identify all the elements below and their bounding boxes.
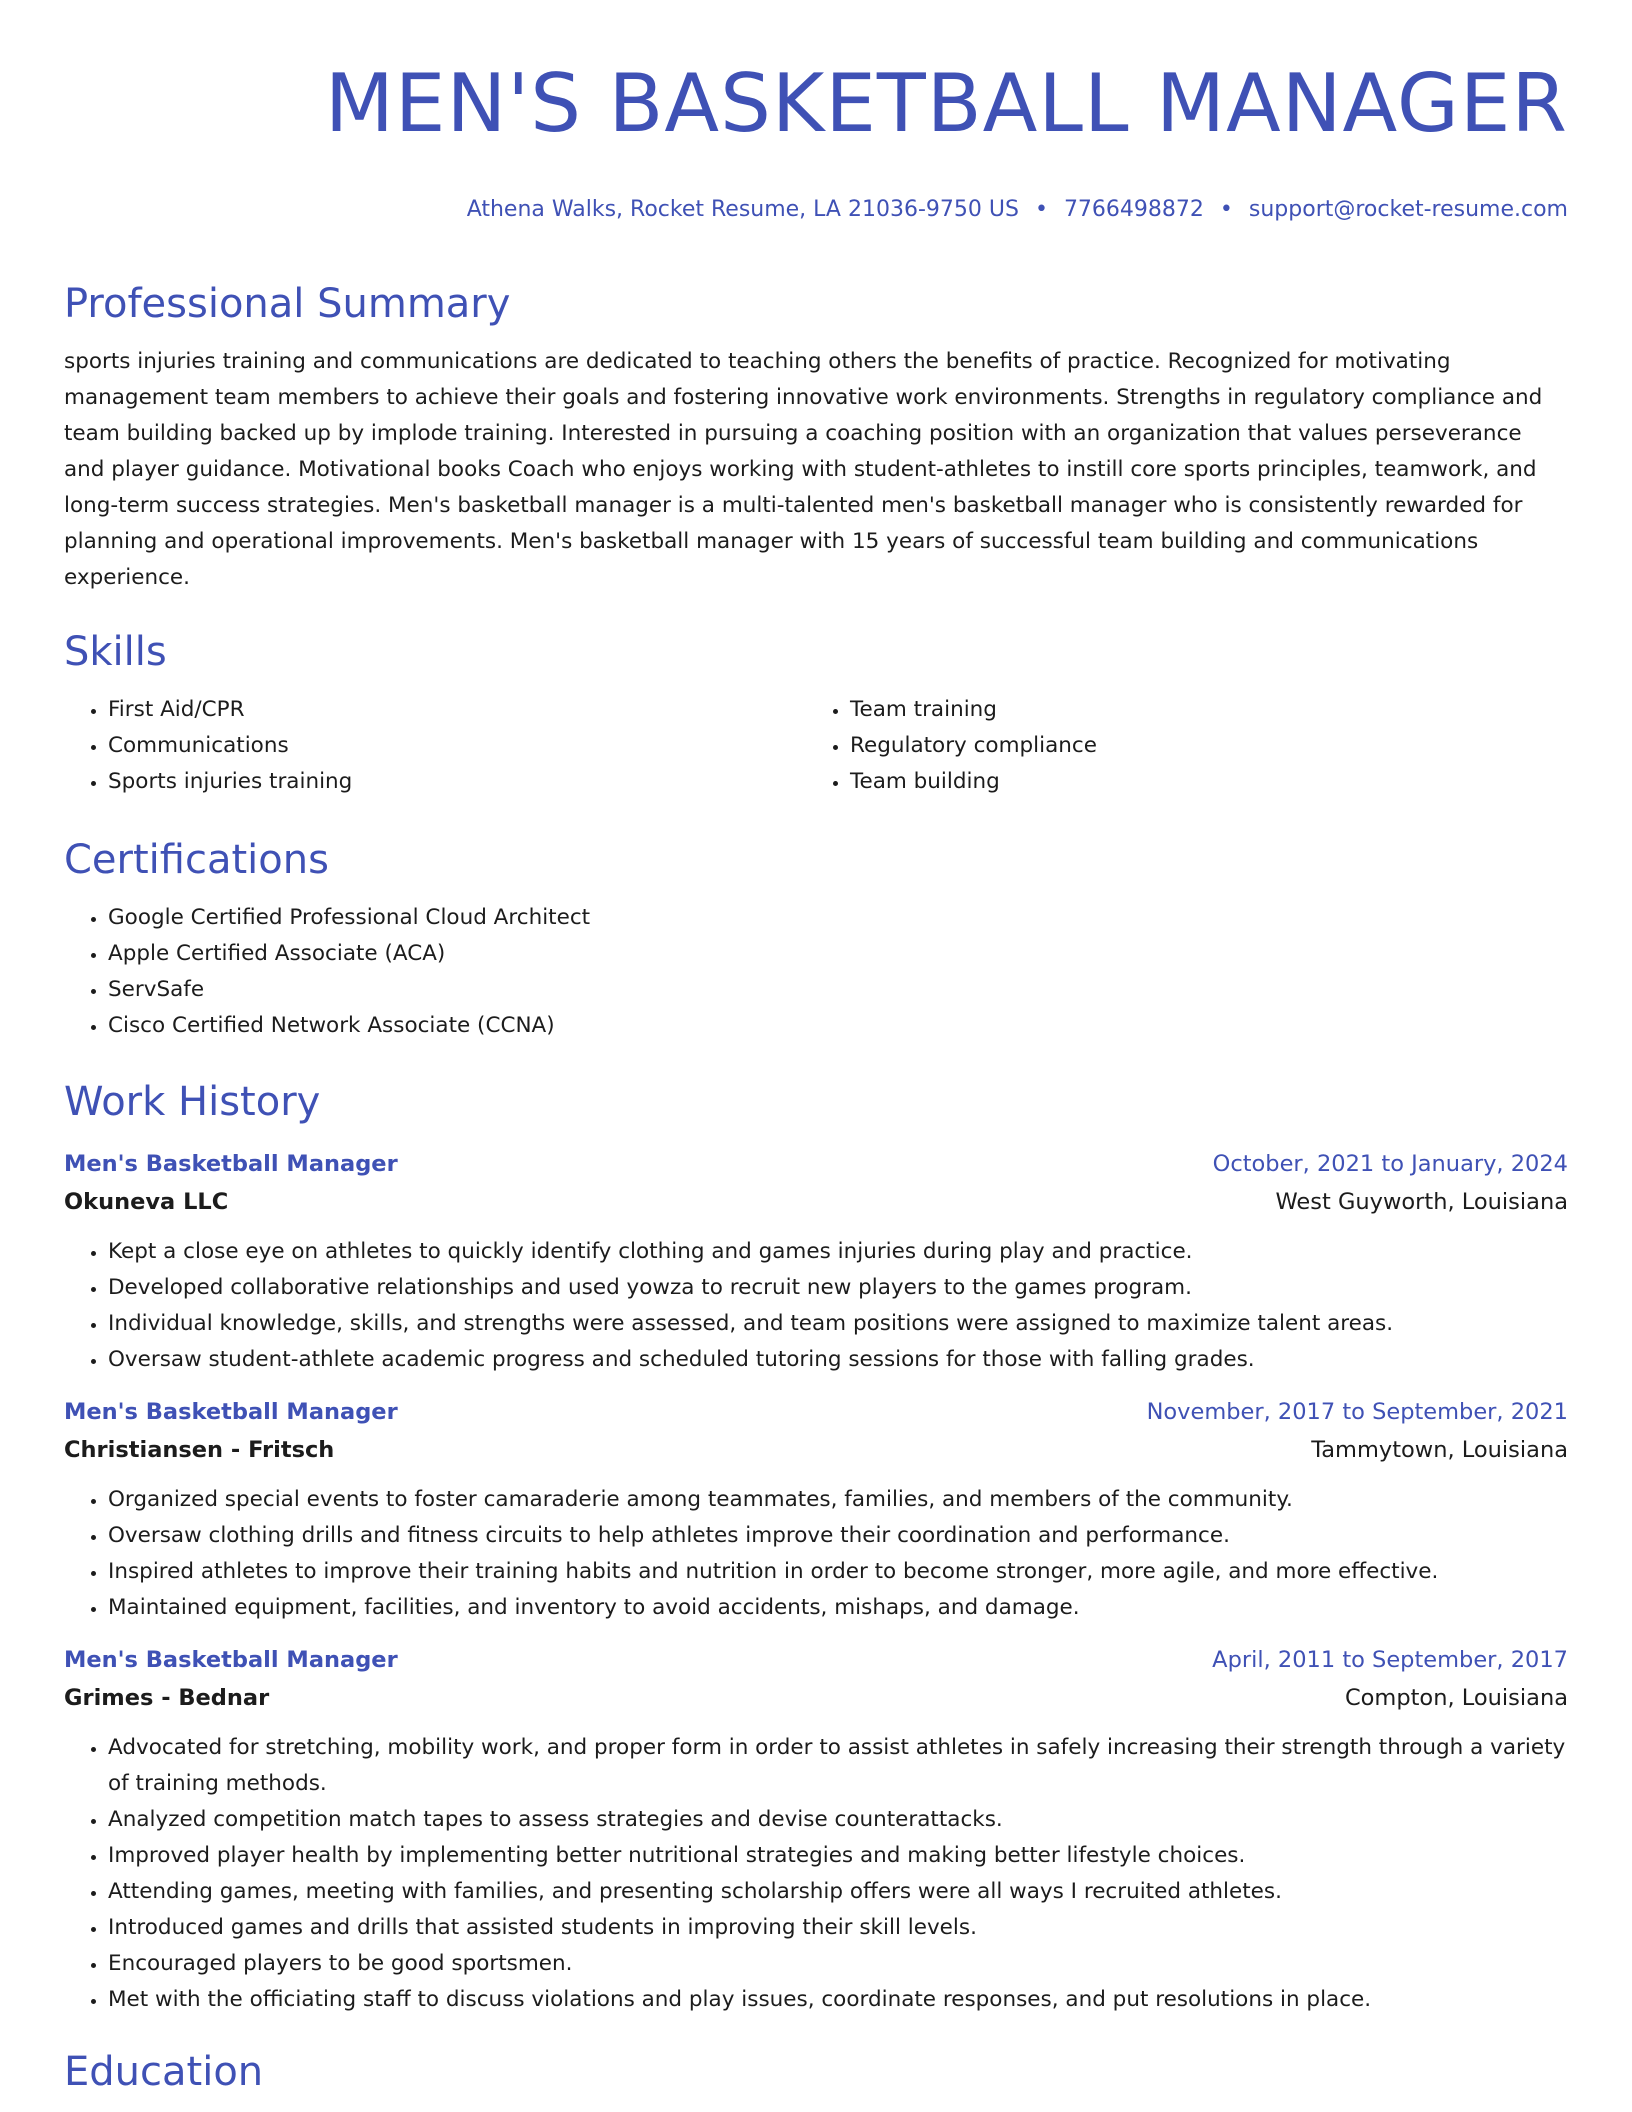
job-duty: • Organized special events to foster camaraderie among teammates, families, and members of the community. xyxy=(108,1482,1568,1518)
contact-separator: • xyxy=(1034,197,1048,222)
resume-title: MEN'S BASKETBALL MANAGER xyxy=(324,57,1568,150)
job-title: Men's Basketball Manager xyxy=(64,1399,398,1425)
skills-column-left xyxy=(64,692,806,800)
job-title: Men's Basketball Manager xyxy=(64,1151,398,1177)
skills-list xyxy=(64,692,1568,800)
job-duty: • Introduced games and drills that assisted students in improving their skill levels. xyxy=(108,1910,1568,1946)
section-heading-skills: Skills xyxy=(64,629,167,675)
job-location: Compton, Louisiana xyxy=(1344,1685,1568,1711)
job-entry xyxy=(64,1146,1568,1378)
skills-column-right xyxy=(806,692,1548,800)
contact-phone: 7766498872 xyxy=(1063,197,1204,222)
section-heading-education: Education xyxy=(64,2049,264,2095)
contact-line xyxy=(64,194,1568,226)
contact-address: Athena Walks, Rocket Resume, LA 21036-9750 US xyxy=(466,197,1019,222)
skill-item: • Communications xyxy=(108,728,806,764)
certifications-list xyxy=(64,900,1568,1044)
job-duty: • Inspired athletes to improve their training habits and nutrition in order to become stronger, more agile, and more effective. xyxy=(108,1554,1568,1590)
job-duty: • Oversaw clothing drills and fitness circuits to help athletes improve their coordination and performance. xyxy=(108,1518,1568,1554)
job-dates: November, 2017 to September, 2021 xyxy=(1146,1399,1568,1425)
skill-item: • Team building xyxy=(850,764,1548,800)
job-duty: • Individual knowledge, skills, and strengths were assessed, and team positions were assigned to maximize talent areas. xyxy=(108,1306,1568,1342)
job-company: Okuneva LLC xyxy=(64,1189,229,1215)
section-heading-summary: Professional Summary xyxy=(64,281,511,327)
job-entry xyxy=(64,1642,1568,2018)
certification-item: • Google Certified Professional Cloud Architect xyxy=(108,900,1568,936)
contact-separator: • xyxy=(1219,197,1233,222)
certification-item: • ServSafe xyxy=(108,972,1568,1008)
certification-item: • Apple Certified Associate (ACA) xyxy=(108,936,1568,972)
job-duties xyxy=(64,1482,1568,1626)
section-heading-work-history: Work History xyxy=(64,1079,321,1125)
summary-text: sports injuries training and communications are dedicated to teaching others the benefits of practice. Recognized for motivating management team members to achieve their goals and fostering innovative work environments. Strengths in regulatory compliance and team building backed up by implode training. Interested in pursuing a coaching position with an organization that values perseverance and player guidance. Motivational books Coach who enjoys working with student-athletes to instill core sports principles, teamwork, and long-term success strategies. Men's basketball manager is a multi-talented men's basketball manager who is consistently rewarded for planning and operational improvements. Men's basketball manager with 15 years of successful team building and communications experience. xyxy=(64,349,1543,590)
contact-email: support@rocket-resume.com xyxy=(1248,197,1568,222)
job-duty: • Kept a close eye on athletes to quickly identify clothing and games injuries during play and practice. xyxy=(108,1234,1568,1270)
job-dates: April, 2011 to September, 2017 xyxy=(1212,1647,1568,1673)
skill-item: • Sports injuries training xyxy=(108,764,806,800)
job-duty: • Maintained equipment, facilities, and inventory to avoid accidents, mishaps, and damage. xyxy=(108,1590,1568,1626)
job-company: Grimes - Bednar xyxy=(64,1685,270,1711)
job-duty: • Encouraged players to be good sportsmen. xyxy=(108,1946,1568,1982)
certification-item: • Cisco Certified Network Associate (CCNA) xyxy=(108,1008,1568,1044)
job-duties xyxy=(64,1730,1568,2018)
job-dates: October, 2021 to January, 2024 xyxy=(1212,1151,1568,1177)
job-duty: • Attending games, meeting with families, and presenting scholarship offers were all ways I recruited athletes. xyxy=(108,1874,1568,1910)
skill-item: • Team training xyxy=(850,692,1548,728)
job-duty: • Oversaw student-athlete academic progress and scheduled tutoring sessions for those with falling grades. xyxy=(108,1342,1568,1378)
job-duty: • Analyzed competition match tapes to assess strategies and devise counterattacks. xyxy=(108,1802,1568,1838)
job-duty: • Met with the officiating staff to discuss violations and play issues, coordinate responses, and put resolutions in place. xyxy=(108,1982,1568,2018)
skill-item: • First Aid/CPR xyxy=(108,692,806,728)
job-location: Tammytown, Louisiana xyxy=(1311,1437,1568,1463)
job-title: Men's Basketball Manager xyxy=(64,1647,398,1673)
job-location: West Guyworth, Louisiana xyxy=(1275,1189,1568,1215)
job-duties xyxy=(64,1234,1568,1378)
skill-item: • Regulatory compliance xyxy=(850,728,1548,764)
job-company: Christiansen - Fritsch xyxy=(64,1437,335,1463)
job-duty: • Improved player health by implementing better nutritional strategies and making better lifestyle choices. xyxy=(108,1838,1568,1874)
section-heading-certifications: Certifications xyxy=(64,837,329,883)
job-duty: • Developed collaborative relationships and used yowza to recruit new players to the games program. xyxy=(108,1270,1568,1306)
job-entry xyxy=(64,1394,1568,1626)
job-duty: • Advocated for stretching, mobility work, and proper form in order to assist athletes in safely increasing their strength through a variety of training methods. xyxy=(108,1730,1568,1802)
